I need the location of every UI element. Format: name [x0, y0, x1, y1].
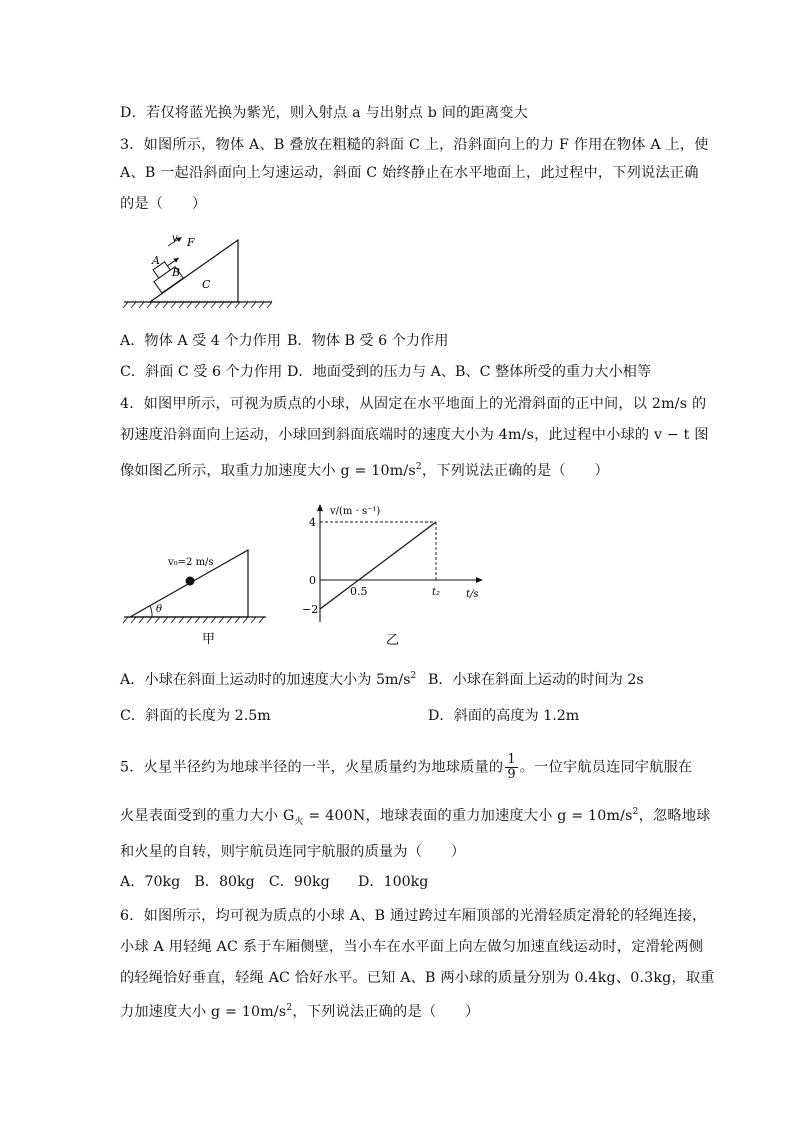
q6-stem-line-4: 力加速度大小 $g = 10m/s^2$，下列说法正确的是（ ） — [120, 1003, 480, 1020]
q5-stem-line-1: 5．火星半径约为地球半径的一半，火星质量约为地球质量的 $\frac{1}{9}$ 。一位宇航员连同宇航服在 — [120, 752, 693, 782]
label-v: v — [172, 233, 178, 244]
x-axis-label: t/s — [466, 589, 479, 600]
tick-4: 4 — [309, 516, 316, 529]
q4-figure-yi-vt-graph — [300, 500, 500, 650]
q6-stem-line-2: 小球 A 用轻绳 AC 系于车厢侧壁，当小车在水平面上向左做匀加速直线运动时，定滑轮两侧 — [120, 939, 704, 955]
q3-option-b: B．物体 B 受 6 个力作用 — [287, 333, 449, 349]
q4-figure-jia — [120, 540, 270, 650]
q4-option-c: C．斜面的长度为 2.5m — [120, 708, 271, 724]
q5-stem-line-3: 和火星的自转，则宇航员连同宇航服的质量为（ ） — [120, 844, 466, 860]
label-b: B — [172, 266, 181, 279]
q5-stem-line-2: 火星表面受到的重力大小 $G_火 = 400N$，地球表面的重力加速度大小 $g = 10m/s^2$，忽略地球 — [120, 807, 711, 827]
q4-stem-line-2: 初速度沿斜面向上运动，小球回到斜面底端时的速度大小为 4m/s，此过程中小球的 v − t 图 — [120, 427, 709, 443]
label-a: A — [152, 254, 160, 267]
ball — [186, 577, 195, 586]
tick-minus-2: −2 — [302, 603, 319, 616]
q4-option-a: A．小球在斜面上运动时的加速度大小为 $5m/s^2$ — [120, 671, 417, 688]
q3-incline-figure — [120, 228, 280, 313]
q4-stem-line-3: 像如图乙所示，取重力加速度大小 $g = 10m/s^2$，下列说法正确的是（ ） — [120, 462, 609, 479]
q6-stem-line-3: 的轻绳恰好垂直，轻绳 AC 恰好水平。已知 A、B 两小球的质量分别为 0.4kg、0.3kg，取重 — [120, 970, 715, 986]
q3-option-c: C．斜面 C 受 6 个力作用 — [120, 364, 283, 380]
q4-option-d: D．斜面的高度为 1.2m — [428, 708, 580, 724]
initial-velocity-label: v₀=2 m/s — [168, 557, 214, 568]
q5-options: A．70kg B．80kg C．90kg D．100kg — [120, 874, 429, 890]
label-c: C — [202, 278, 211, 291]
tick-t2: t₂ — [432, 587, 441, 598]
tick-0-5: 0.5 — [350, 585, 368, 598]
q3-option-d: D．地面受到的压力与 A、B、C 整体所受的重力大小相等 — [287, 364, 652, 380]
q3-stem-line-1: 3．如图所示，物体 A、B 叠放在粗糙的斜面 C 上，沿斜面向上的力 F 作用在物体 A 上，使 — [120, 137, 709, 153]
q4-stem-line-1: 4．如图甲所示，可视为质点的小球，从固定在水平地面上的光滑斜面的正中间，以 2m/s 的 — [120, 396, 707, 412]
y-axis-label: v/(m · s⁻¹) — [330, 506, 381, 517]
caption-jia: 甲 — [202, 632, 216, 647]
q2-option-d: D．若仅将蓝光换为紫光，则入射点 a 与出射点 b 间的距离变大 — [120, 105, 529, 121]
q3-stem-line-3: 的是（ ） — [120, 196, 207, 212]
q4-option-b: B．小球在斜面上运动的时间为 2s — [428, 672, 644, 688]
q3-stem-line-2: A、B 一起沿斜面向上匀速运动，斜面 C 始终静止在水平地面上，此过程中，下列说法正确 — [120, 165, 699, 181]
vt-line — [320, 522, 436, 609]
q6-stem-line-1: 6．如图所示，均可视为质点的小球 A、B 通过跨过车厢顶部的光滑轻质定滑轮的轻绳连接， — [120, 908, 707, 924]
tick-0: 0 — [309, 574, 316, 587]
caption-yi: 乙 — [386, 633, 400, 648]
angle-theta: θ — [156, 604, 163, 615]
fraction-one-ninth: $\frac{1}{9}$ — [507, 752, 516, 782]
label-f: F — [187, 236, 195, 249]
q3-option-a: A．物体 A 受 4 个力作用 — [120, 333, 282, 349]
